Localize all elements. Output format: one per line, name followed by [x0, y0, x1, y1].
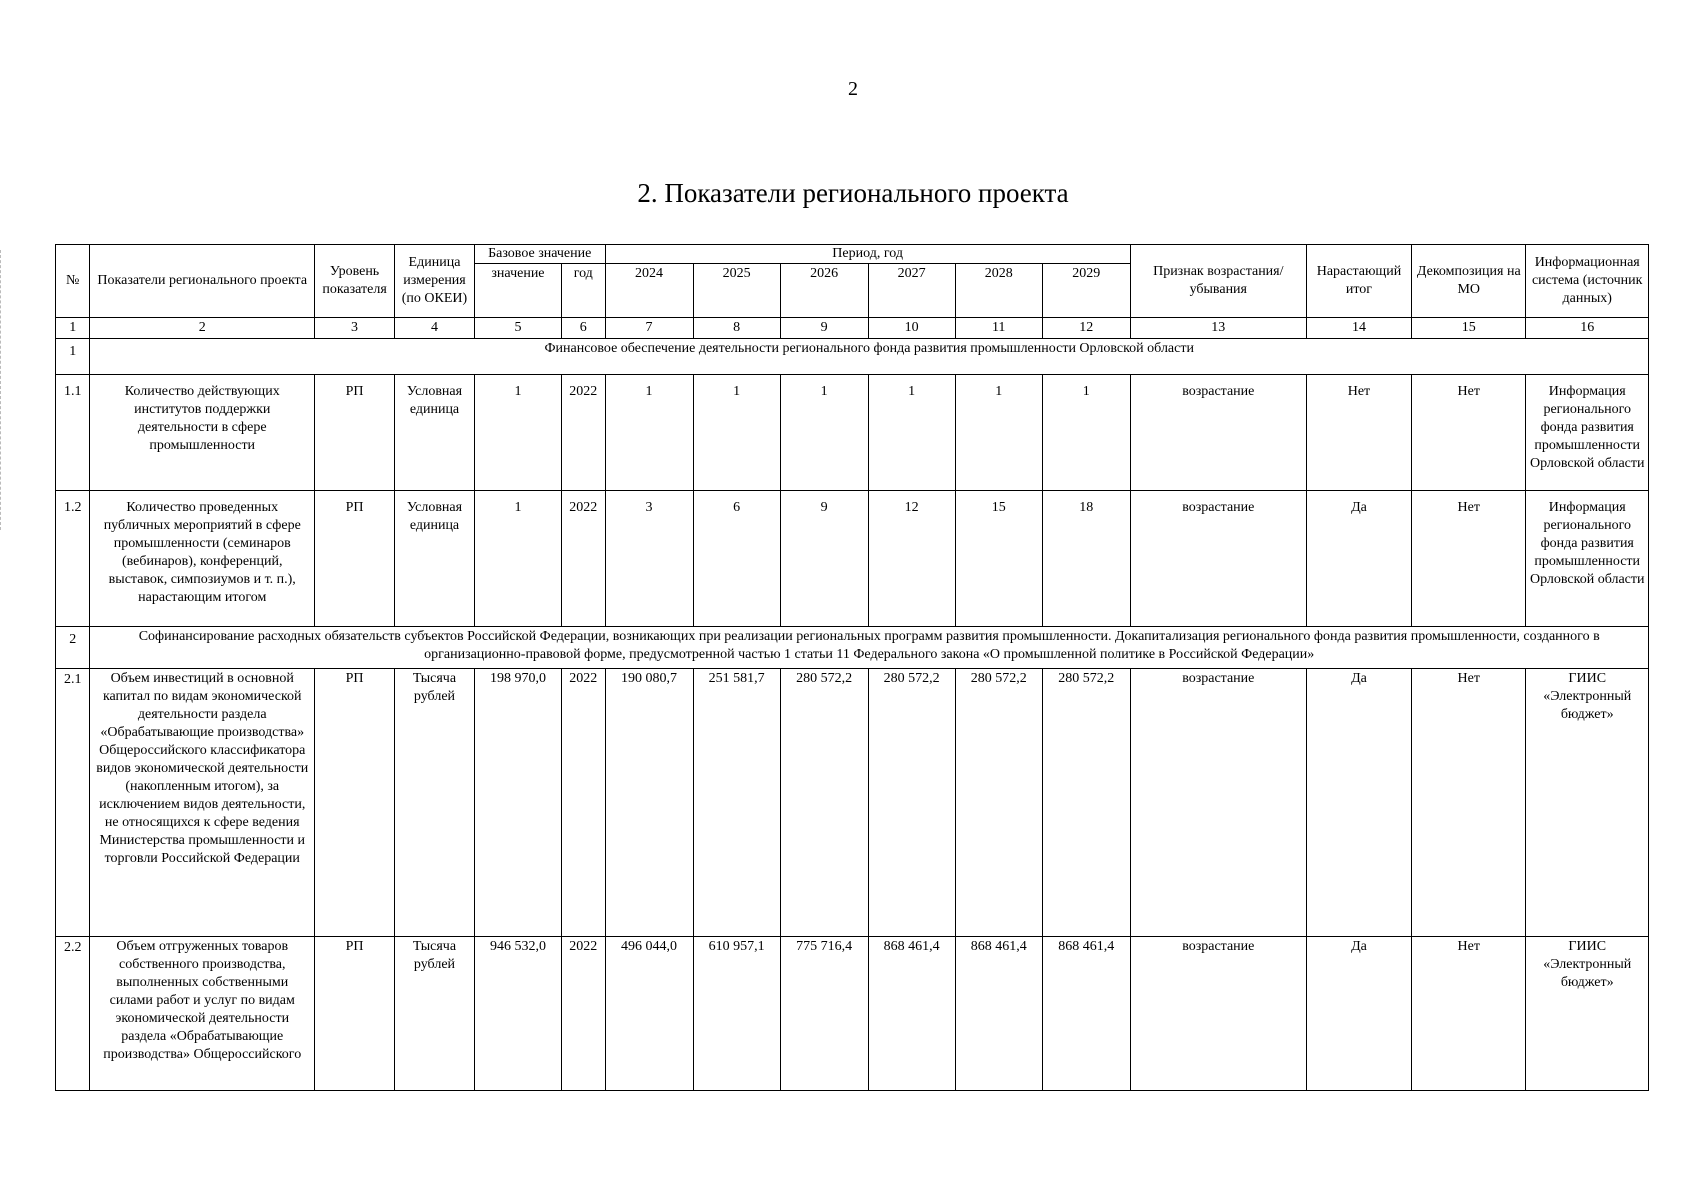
header-year: 2029 [1042, 264, 1130, 318]
row-decomposition: Нет [1412, 937, 1526, 1091]
row-indicator: Количество проведенных публичных мероприятий в сфере промышленности (семинаров (вебинаров), конференций, выставок, симпозиумов и т. п.), нарастающим итогом [90, 491, 315, 627]
header-trend: Признак возрастания/убывания [1130, 245, 1306, 318]
header-year: 2025 [693, 264, 780, 318]
row-base-year: 2022 [561, 669, 605, 937]
column-number: 1 [56, 318, 90, 339]
row-value: 610 957,1 [693, 937, 780, 1091]
row-cumulative: Да [1306, 491, 1411, 627]
header-period: Период, год [605, 245, 1130, 264]
row-unit: Условная единица [395, 491, 475, 627]
row-value: 18 [1042, 491, 1130, 627]
row-value: 6 [693, 491, 780, 627]
row-unit: Тысяча рублей [395, 669, 475, 937]
row-level: РП [315, 937, 395, 1091]
header-year: 2024 [605, 264, 693, 318]
row-base-value: 198 970,0 [474, 669, 561, 937]
row-trend: возрастание [1130, 937, 1306, 1091]
page-title: 2. Показатели регионального проекта [637, 178, 1069, 208]
row-info-system: ГИИС «Электронный бюджет» [1526, 937, 1649, 1091]
row-value: 280 572,2 [1042, 669, 1130, 937]
row-cumulative: Да [1306, 669, 1411, 937]
row-info-system: Информация регионального фонда развития промышленности Орловской области [1526, 375, 1649, 491]
row-base-value: 1 [474, 375, 561, 491]
column-number: 9 [780, 318, 868, 339]
section-title: Софинансирование расходных обязательств субъектов Российской Федерации, возникающих при реализации региональных программ развития промышленности. Докапитализация регионального фонда развития промышленности, созданного в организационно-правовой форме, предусмотренной частью 1 статьи 11 Федерального закона «О промышленной политике в Российской Федерации» [90, 627, 1649, 669]
header-base: Базовое значение [474, 245, 605, 264]
section-number: 2 [56, 627, 90, 669]
row-value: 1 [868, 375, 955, 491]
column-number: 11 [955, 318, 1042, 339]
row-value: 280 572,2 [780, 669, 868, 937]
row-value: 868 461,4 [868, 937, 955, 1091]
section-row [56, 339, 1649, 375]
row-number: 2.2 [56, 937, 90, 1091]
header-info-system: Информационная система (источник данных) [1526, 245, 1649, 318]
page-number: 2 [848, 78, 858, 100]
row-info-system: Информация регионального фонда развития промышленности Орловской области [1526, 491, 1649, 627]
column-number: 5 [474, 318, 561, 339]
header-level: Уровень показателя [315, 245, 395, 318]
row-level: РП [315, 669, 395, 937]
header-cumulative: Нарастающий итог [1306, 245, 1411, 318]
section-title: Финансовое обеспечение деятельности регионального фонда развития промышленности Орловской области [90, 339, 1649, 375]
row-decomposition: Нет [1412, 669, 1526, 937]
row-base-year: 2022 [561, 375, 605, 491]
row-level: РП [315, 375, 395, 491]
header-year: 2027 [868, 264, 955, 318]
row-cumulative: Нет [1306, 375, 1411, 491]
row-value: 190 080,7 [605, 669, 693, 937]
row-value: 15 [955, 491, 1042, 627]
header-no: № [56, 245, 90, 318]
row-value: 868 461,4 [1042, 937, 1130, 1091]
header-year: 2028 [955, 264, 1042, 318]
margin-mark [0, 250, 2, 530]
column-number: 8 [693, 318, 780, 339]
row-value: 280 572,2 [955, 669, 1042, 937]
row-base-year: 2022 [561, 491, 605, 627]
row-value: 775 716,4 [780, 937, 868, 1091]
row-value: 1 [780, 375, 868, 491]
column-number: 16 [1526, 318, 1649, 339]
column-number: 4 [395, 318, 475, 339]
section-number: 1 [56, 339, 90, 375]
header-base-year: год [561, 264, 605, 318]
header-indicator: Показатели регионального проекта [90, 245, 315, 318]
row-base-year: 2022 [561, 937, 605, 1091]
row-unit: Условная единица [395, 375, 475, 491]
row-trend: возрастание [1130, 375, 1306, 491]
row-decomposition: Нет [1412, 491, 1526, 627]
indicators-table [55, 244, 1649, 1091]
header-year: 2026 [780, 264, 868, 318]
row-number: 1.1 [56, 375, 90, 491]
row-value: 280 572,2 [868, 669, 955, 937]
column-number: 13 [1130, 318, 1306, 339]
row-value: 1 [605, 375, 693, 491]
row-trend: возрастание [1130, 491, 1306, 627]
header-decomposition: Декомпозиция на МО [1412, 245, 1526, 318]
table-row [56, 491, 1649, 627]
row-unit: Тысяча рублей [395, 937, 475, 1091]
table-header [56, 245, 1649, 318]
column-number: 15 [1412, 318, 1526, 339]
column-number: 14 [1306, 318, 1411, 339]
table-row [56, 937, 1649, 1091]
section-row [56, 627, 1649, 669]
column-number: 6 [561, 318, 605, 339]
row-value: 3 [605, 491, 693, 627]
row-value: 251 581,7 [693, 669, 780, 937]
row-value: 496 044,0 [605, 937, 693, 1091]
row-level: РП [315, 491, 395, 627]
row-indicator: Объем инвестиций в основной капитал по видам экономической деятельности раздела «Обрабатывающие производства» Общероссийского классификатора видов экономической деятельности (накопленным итогом), за исключением видов деятельности, не относящихся к сфере ведения Министерства промышленности и торговли Российской Федерации [90, 669, 315, 937]
row-value: 1 [955, 375, 1042, 491]
row-value: 1 [1042, 375, 1130, 491]
row-base-value: 1 [474, 491, 561, 627]
row-indicator: Объем отгруженных товаров собственного производства, выполненных собственными силами работ и услуг по видам экономической деятельности раздела «Обрабатывающие производства» Общероссийского [90, 937, 315, 1091]
row-cumulative: Да [1306, 937, 1411, 1091]
column-number: 7 [605, 318, 693, 339]
column-number: 2 [90, 318, 315, 339]
column-number: 10 [868, 318, 955, 339]
row-value: 9 [780, 491, 868, 627]
row-number: 1.2 [56, 491, 90, 627]
row-indicator: Количество действующих институтов поддержки деятельности в сфере промышленности [90, 375, 315, 491]
header-base-value: значение [474, 264, 561, 318]
column-number: 3 [315, 318, 395, 339]
row-value: 1 [693, 375, 780, 491]
column-number: 12 [1042, 318, 1130, 339]
table-row [56, 375, 1649, 491]
row-value: 12 [868, 491, 955, 627]
row-value: 868 461,4 [955, 937, 1042, 1091]
row-trend: возрастание [1130, 669, 1306, 937]
row-info-system: ГИИС «Электронный бюджет» [1526, 669, 1649, 937]
row-base-value: 946 532,0 [474, 937, 561, 1091]
column-numbers-row [56, 318, 1649, 339]
header-unit: Единица измерения (по ОКЕИ) [395, 245, 475, 318]
table-row [56, 669, 1649, 937]
row-number: 2.1 [56, 669, 90, 937]
row-decomposition: Нет [1412, 375, 1526, 491]
